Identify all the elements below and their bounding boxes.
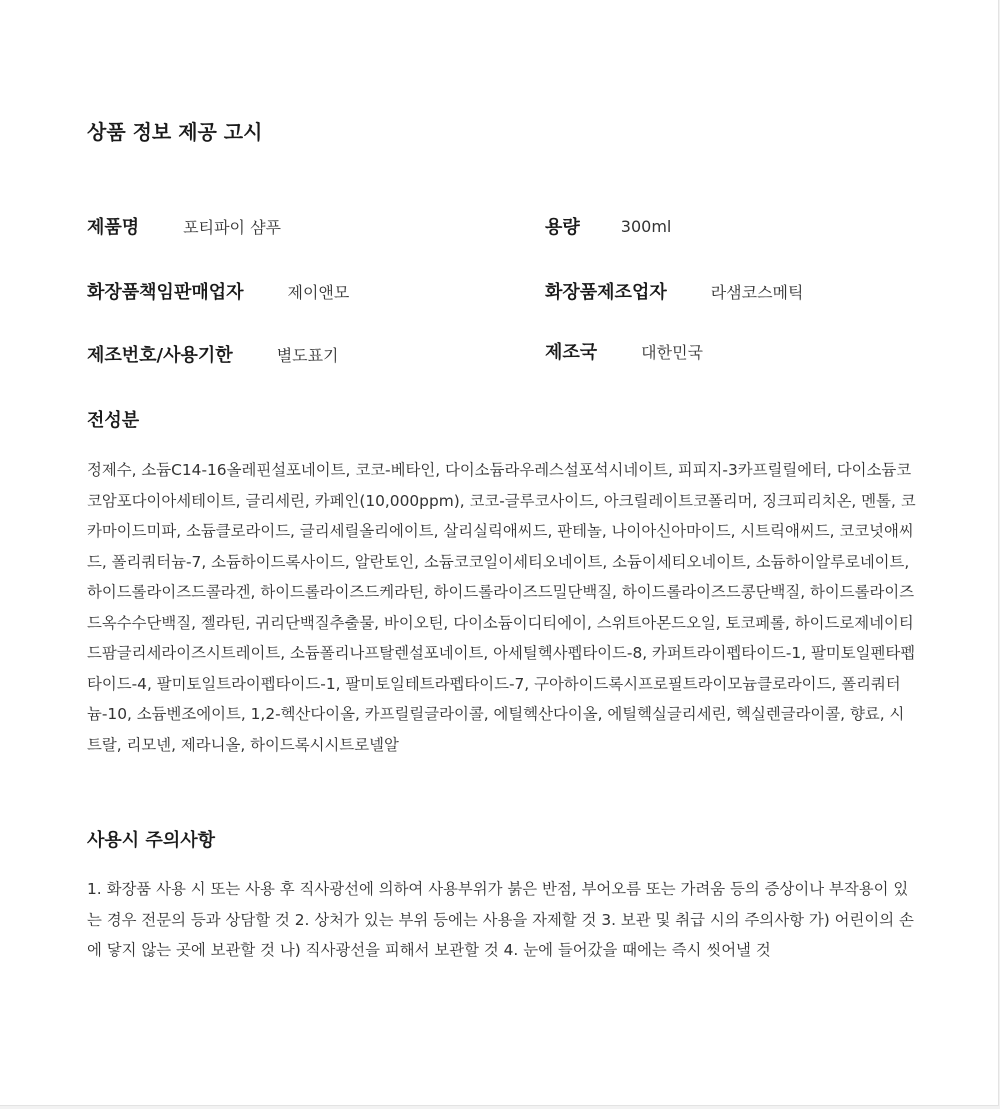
spec-seller [87,276,349,306]
spec-lot-expiry [87,339,339,369]
spec-manufacturer-label: 화장품제조업자 [545,282,667,303]
spec-seller-value: 제이앤모 [287,282,350,302]
spec-volume-label: 용량 [545,217,580,238]
spec-product-name-value: 포티파이 샴푸 [183,217,281,237]
spec-country [545,336,703,366]
caution-text: 1. 화장품 사용 시 또는 사용 후 직사광선에 의하여 사용부위가 붉은 반점, 부어오름 또는 가려움 등의 증상이나 부작용이 있는 경우 전문의 등과 상담할 것 2. 상처가 있는 부위 등에는 사용을 자제할 것 3. 보관 및 취급 시의 주의사항 가) 어린이의 손에 닿지 않는 곳에 보관할 것 나) 직사광선을 피해서 보관할 것 4. 눈에 들어갔을 때에는 즉시 씻어낼 것 [87,880,914,959]
ingredients-text: 정제수, 소듐C14-16올레핀설포네이트, 코코-베타인, 다이소듐라우레스설포석시네이트, 피피지-3카프릴릴에터, 다이소듐코코암포다이아세테이트, 글리세린, 카페인(10,000ppm), 코코-글루코사이드, 아크릴레이트코폴리머, 징크피리치온, 멘톨, 코카마이드미파, 소듐클로라이드, 글리세릴올리에이트, 살리실릭애씨드, 판테놀, 나이아신아마이드, 시트릭애씨드, 코코넛애씨드, 폴리쿼터늄-7, 소듐하이드록사이드, 알란토인, 소듐코코일이세티오네이트, 소듐이세티오네이트, 소듐하이알루로네이트, 하이드롤라이즈드콜라겐, 하이드롤라이즈드케라틴, 하이드롤라이즈드밀단백질, 하이드롤라이즈드콩단백질, 하이드롤라이즈드옥수수단백질, 젤라틴, 귀리단백질추출물, 바이오틴, 다이소듐이디티에이, 스위트아몬드오일, 토코페롤, 하이드로제네이티드팜글리세라이즈시트레이트, 소듐폴리나프탈렌설포네이트, 아세틸헥사펩타이드-8, 카퍼트라이펩타이드-1, 팔미토일펜타펩타이드-4, 팔미토일트라이펩타이드-1, 팔미토일테트라펩타이드-7, 구아하이드록시프로필트라이모늄클로라이드, 폴리쿼터늄-10, 소듐벤조에이트, 1,2-헥산다이올, 카프릴릴글라이콜, 에틸헥산다이올, 에틸헥실글리세린, 헥실렌글라이콜, 향료, 시트랄, 리모넨, 제라니올, 하이드록시시트로넬알 [87,461,916,754]
spec-product-name-label: 제품명 [87,217,140,238]
spec-product-name [87,211,281,241]
spec-manufacturer [545,276,803,306]
spec-volume [545,211,671,241]
spec-lot-expiry-label: 제조번호/사용기한 [87,345,233,366]
spec-lot-expiry-value: 별도표기 [276,345,339,365]
ingredients-title: 전성분 [87,410,140,431]
spec-country-value: 대한민국 [641,342,703,362]
spec-volume-value: 300ml [620,216,672,236]
spec-seller-label: 화장품책임판매업자 [87,282,244,303]
caution-title: 사용시 주의사항 [87,830,215,851]
page-title: 상품 정보 제공 고시 [87,120,263,144]
spec-country-label: 제조국 [545,342,598,363]
spec-manufacturer-value: 라샘코스메틱 [710,282,804,302]
